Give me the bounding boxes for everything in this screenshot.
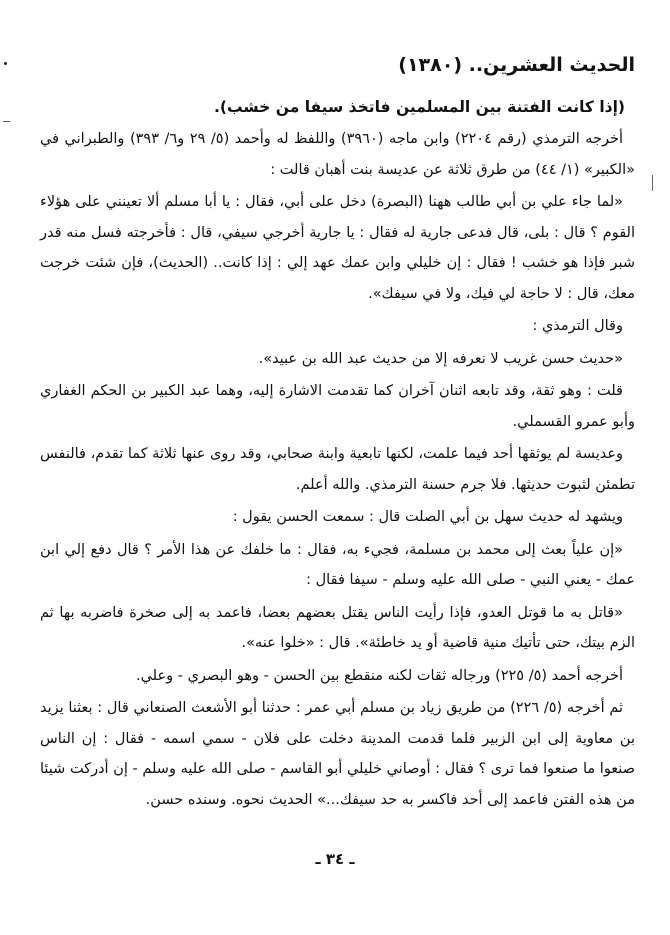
paragraph: أخرجه الترمذي (رقم ٢٢٠٤) وابن ماجه (٣٩٦٠) واللفظ له وأحمد (٥/ ٢٩ و٦/ ٣٩٣) والطبراني في «الكبير» (١/ ٤٤) من طرق ثلاثة عن عديسة بنت أهبان قالت : [40,131,635,178]
paragraph: وعديسة لم يوثقها أحد فيما علمت، لكنها تابعية وابنة صحابي، وقد روى عنها ثلاثة كما تقدم، فالنفس تطمئن لثبوت حديثها. فلا جرم حسنة الترمذي. والله أعلم. [40,446,635,493]
paragraph: وقال الترمذي : [532,318,623,334]
margin-dash-mark [3,121,10,122]
paragraph: «لما جاء علي بن أبي طالب ههنا (البصرة) دخل على أبي، فقال : يا أبا مسلم ألا تعينني على هؤلاء القوم ؟ قال : بلى، قال فدعى جارية له فقال : يا جارية أخرجي سيفي، قال : فأخرجته فسل منه قدر شبر فإذا هو خشب ! فقال : إن خليلي وابن عمك عهد إلي : إذا كانت.. (الحديث)، فإن شئت خرجت معك، قال : لا حاجة لي فيك، ولا في سيفك». [40,194,635,302]
paragraph: ثم أخرجه (٥/ ٢٢٦) من طريق زياد بن مسلم أبي عمر : حدثنا أبو الأشعث الصنعاني قال : بعثنا يزيد بن معاوية إلى ابن الزبير فلما قدمت المدينة دخلت على فلان - سمي اسمه - فقال : إن الناس صنعوا ما صنعوا فما ترى ؟ فقال : أوصاني خليلي أبو القاسم - صلى الله عليه وسلم - إن أدركت شيئا من هذه الفتن فاعمد إلى أحد فاكسر به حد سيفك...» الحديث نحوه. وسنده حسن. [40,700,635,808]
paragraph: ويشهد له حديث سهل بن أبي الصلت قال : سمعت الحسن يقول : [232,509,623,525]
hadith-heading: الحديث العشرين.. (١٣٨٠) [398,54,635,76]
margin-bar-mark [652,175,653,191]
margin-dot-mark [4,62,7,65]
paragraph: «قاتل به ما قوتل العدو، فإذا رأيت الناس يقتل بعضهم بعضا، فاعمد به إلى صخرة فاضربه بها ثم الزم بيتك، حتى تأتيك منية قاضية أو يد خاطئة». قال : «خلوا عنه». [40,604,635,651]
paragraph: «حديث حسن غريب لا نعرفه إلا من حديث عبد الله بن عبيد». [258,350,623,367]
paragraph: أخرجه أحمد (٥/ ٢٢٥) ورجاله ثقات لكنه منقطع بين الحسن - وهو البصري - وعلي. [135,667,623,684]
page-number: ـ ٣٤ ـ [315,850,355,868]
hadith-text: (إذا كانت الفتنة بين المسلمين فاتخذ سيفا من خشب). [214,98,625,116]
paragraph: قلت : وهو ثقة، وقد تابعه اثنان آخران كما تقدمت الاشارة إليه، وهما عبد الكبير بن الحكم الغفاري وأبو عمرو القسملي. [40,383,635,430]
document-page [40,50,635,817]
paragraph: «إن علياً بعث إلى محمد بن مسلمة، فجيء به، فقال : ما خلفك عن هذا الأمر ؟ قال دفع إلي ابن عمك - يعني النبي - صلى الله عليه وسلم - سيفا فقال : [40,541,635,588]
